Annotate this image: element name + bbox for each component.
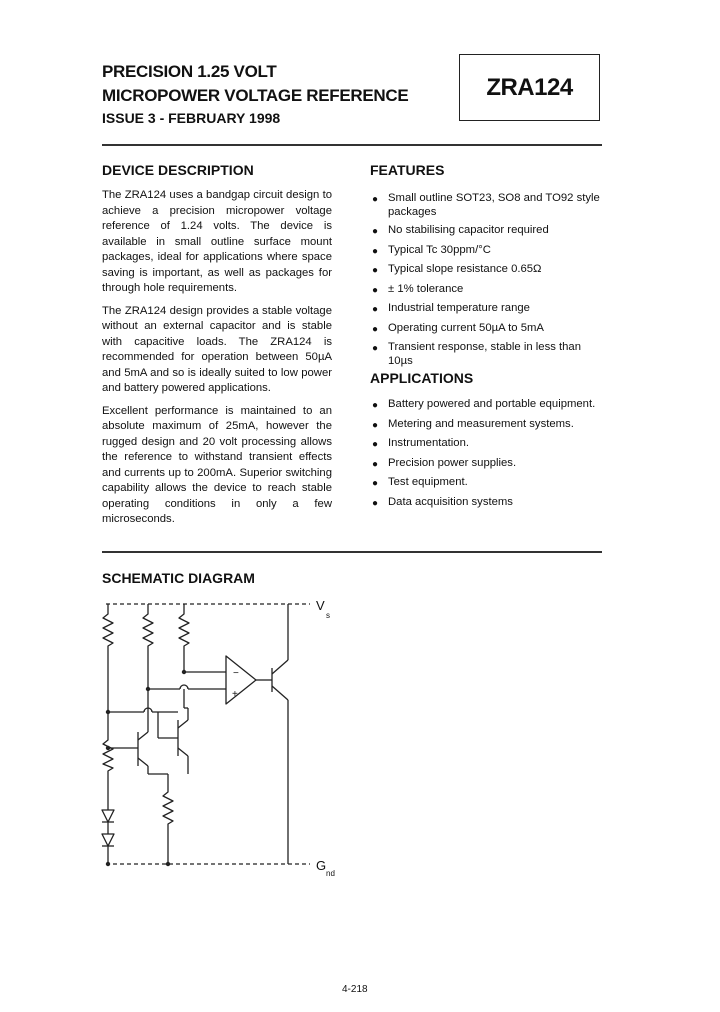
list-item: ● Industrial temperature range — [372, 302, 530, 315]
resistor-r5 — [163, 774, 173, 864]
description-heading: DEVICE DESCRIPTION — [102, 162, 254, 178]
schematic-diagram — [96, 596, 376, 886]
description-body — [102, 188, 332, 535]
list-item: ● No stabilising capacitor required — [372, 224, 549, 237]
bullet-icon: ● — [372, 343, 379, 354]
issue-date: ISSUE 3 - FEBRUARY 1998 — [102, 110, 281, 126]
bullet-icon: ● — [372, 323, 379, 335]
list-item: ● Battery powered and portable equipment. — [372, 398, 596, 411]
list-item: ● Test equipment. — [372, 476, 468, 489]
gnd-label: G — [316, 858, 327, 873]
description-paragraph: The ZRA124 design provides a stable voltage without an external capacitor and is stable with capacitive loads. The ZRA124 is recommended for operation between 50µA and 5mA and so is ideally suited to low power and battery powered applications. — [102, 304, 332, 394]
description-paragraph: Excellent performance is maintained to an absolute maximum of 25mA, however the rugged design and 20 volt processing allows the reference to withstand transient effects and currents up to 200mA. Superior switching capability allows the device to reach stable operating conditions in only a few microseconds. — [102, 404, 332, 525]
resistor-r4 — [103, 732, 113, 774]
bullet-icon: ● — [372, 400, 379, 411]
list-item: ● Transient response, stable in less than 10µs — [372, 341, 581, 367]
applications-heading: APPLICATIONS — [370, 370, 474, 386]
bullet-icon: ● — [372, 419, 379, 431]
page-number: 4-218 — [342, 984, 368, 995]
list-item: ● ± 1% tolerance — [372, 282, 464, 296]
vs-subscript: s — [326, 611, 330, 620]
opamp-minus-label: − — [233, 668, 239, 679]
bullet-icon: ● — [372, 284, 379, 296]
gnd-subscript: nd — [326, 869, 335, 878]
part-number: ZRA124 — [486, 73, 573, 101]
list-item: ● Instrumentation. — [372, 437, 470, 450]
list-item: ● Data acquisition systems — [372, 495, 513, 509]
opamp-symbol — [226, 656, 256, 704]
features-list — [370, 192, 600, 368]
list-item: ● Precision power supplies. — [372, 456, 517, 470]
bullet-icon: ● — [372, 497, 379, 509]
part-number-box — [459, 54, 600, 121]
opamp-plus-label: + — [232, 689, 238, 700]
header-divider — [102, 144, 602, 146]
bullet-icon: ● — [372, 478, 379, 489]
resistor-r3 — [179, 604, 189, 656]
resistor-r1 — [103, 604, 113, 656]
bullet-icon: ● — [372, 439, 379, 450]
bullet-icon: ● — [372, 458, 379, 470]
bullet-icon: ● — [372, 194, 379, 205]
list-item: ● Small outline SOT23, SO8 and TO92 style packages — [372, 192, 600, 218]
list-item: ● Typical slope resistance 0.65Ω — [372, 263, 542, 276]
list-item: ● Operating current 50µA to 5mA — [372, 321, 544, 335]
section-divider — [102, 551, 602, 553]
bullet-icon: ● — [372, 226, 379, 237]
list-item: ● Typical Tc 30ppm/°C — [372, 243, 491, 257]
bullet-icon: ● — [372, 265, 379, 276]
schematic-heading: SCHEMATIC DIAGRAM — [102, 570, 255, 586]
title-line-1: PRECISION 1.25 VOLT — [102, 62, 277, 81]
description-paragraph: The ZRA124 uses a bandgap circuit design to achieve a precision micropower voltage reference of 1.24 volts. The device is available in small outline surface mount packages, ideal for applications where space saving is important, as well as packages for through hole requirements. — [102, 189, 332, 294]
title-line-2: MICROPOWER VOLTAGE REFERENCE — [102, 86, 409, 105]
applications-list — [370, 398, 600, 509]
diode-d1 — [102, 810, 114, 822]
bullet-icon: ● — [372, 245, 379, 257]
resistor-r2 — [143, 604, 153, 656]
list-item: ● Metering and measurement systems. — [372, 417, 574, 431]
features-heading: FEATURES — [370, 162, 445, 178]
bullet-icon: ● — [372, 304, 379, 315]
diode-d2 — [102, 834, 114, 846]
vs-label: V — [316, 598, 325, 613]
